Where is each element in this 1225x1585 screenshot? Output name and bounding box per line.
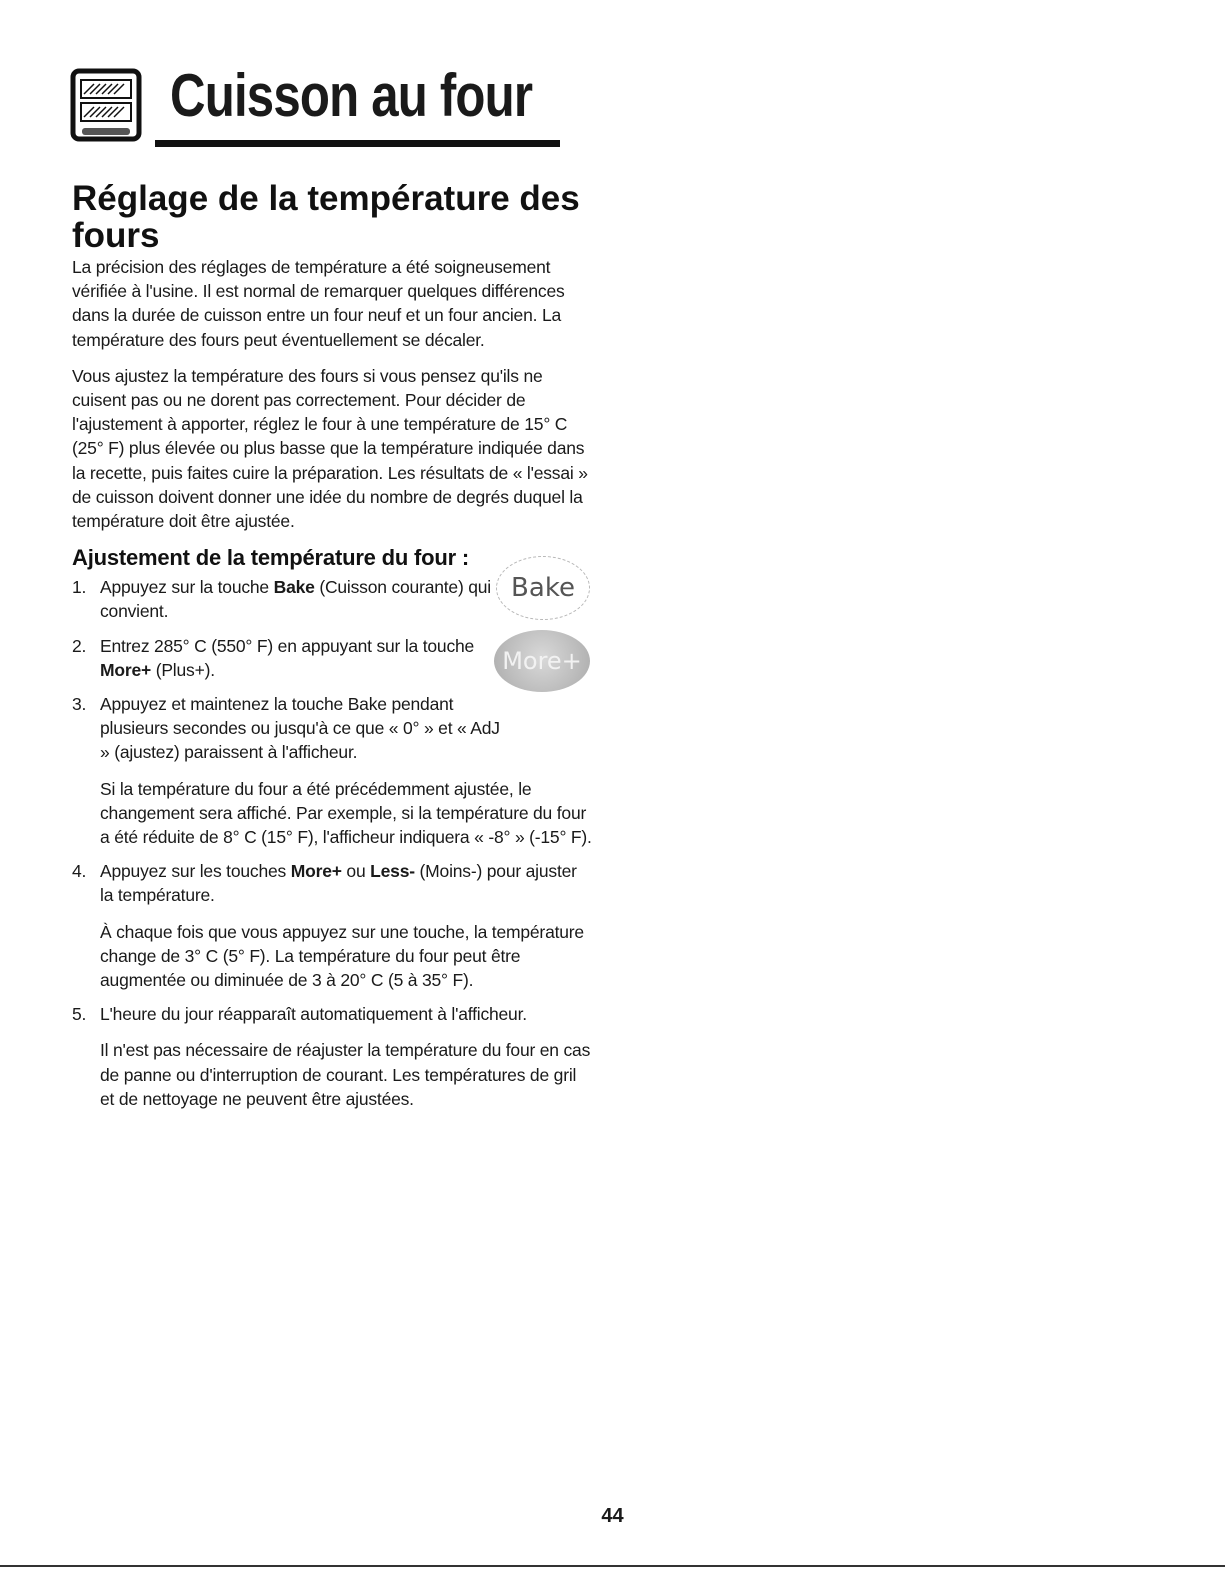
bottom-rule [0,1565,1225,1567]
step-number: 4. [72,861,87,882]
step-text: Appuyez sur la touche [100,577,274,598]
step-note: Si la température du four a été précédemment ajustée, le changement sera affiché. Par exemple, si la température du four a été réduite de 8° C (15° F), l'afficheur indiquera « -8° » (-15° F). [100,778,592,848]
more-button-illustration: More+ [494,630,590,692]
header-rule [155,140,560,147]
step-4 [72,859,592,992]
step-number: 2. [72,635,87,656]
subheading: Ajustement de la température du four : [72,545,470,571]
step-key: More+ [100,659,152,680]
intro-paragraph-1: La précision des réglages de température a été soigneusement vérifiée à l'usine. Il est normal de remarquer quelques différences dans la durée de cuisson entre un four neuf et un four ancien. La température des fours peut éventuellement se décaler. [72,257,565,350]
step-note: À chaque fois que vous appuyez sur une touche, la température change de 3° C (5° F). La température du four peut être augmentée ou diminuée de 3 à 20° C (5 à 35° F). [100,921,584,991]
step-text: Appuyez sur les touches [100,861,291,882]
main-content [72,255,592,1121]
step-text: (Cuisson courante) qui convient. [100,577,491,622]
step-key: Less- [370,861,415,882]
step-number: 5. [72,1004,87,1025]
step-text: Appuyez et maintenez la touche Bake pendant plusieurs secondes ou jusqu'à ce que « 0° » et « AdJ » (ajustez) paraissent à l'afficheur. [100,694,500,763]
step-text: ou [341,861,371,882]
step-text: Entrez 285° C (550° F) en appuyant sur la touche [100,635,475,656]
step-number: 3. [72,694,87,715]
step-number: 1. [72,577,87,598]
section-title: Réglage de la température des fours [72,179,580,255]
step-key: Bake [273,577,315,598]
step-key: More+ [290,861,342,882]
intro-paragraph-2: Vous ajustez la température des fours si vous pensez qu'ils ne cuisent pas ou ne dorent pas correctement. Pour décider de l'ajustement à apporter, réglez le four à une température de 15° C (25° F) plus élevée ou plus basse que la température indiquée dans la recette, puis faites cuire la préparation. Les résultats de « l'essai » de cuisson doivent donner une idée du nombre de degrés duquel la température doit être ajustée. [72,365,588,532]
oven-icon [70,68,150,148]
bake-button-illustration: Bake [496,556,590,620]
header-title: Cuisson au four [170,62,533,129]
step-text: (Moins-) pour ajuster la température. [100,861,577,906]
step-5 [72,1002,592,1111]
page-header [70,60,533,155]
step-text: (Plus+). [151,659,215,680]
page-number: 44 [601,1505,624,1527]
step-text: L'heure du jour réapparaît automatiquement à l'afficheur. [100,1004,527,1025]
step-3 [72,692,592,849]
step-note: Il n'est pas nécessaire de réajuster la température du four en cas de panne ou d'interruption de courant. Les températures de gril et de nettoyage ne peuvent être ajustées. [100,1040,591,1109]
